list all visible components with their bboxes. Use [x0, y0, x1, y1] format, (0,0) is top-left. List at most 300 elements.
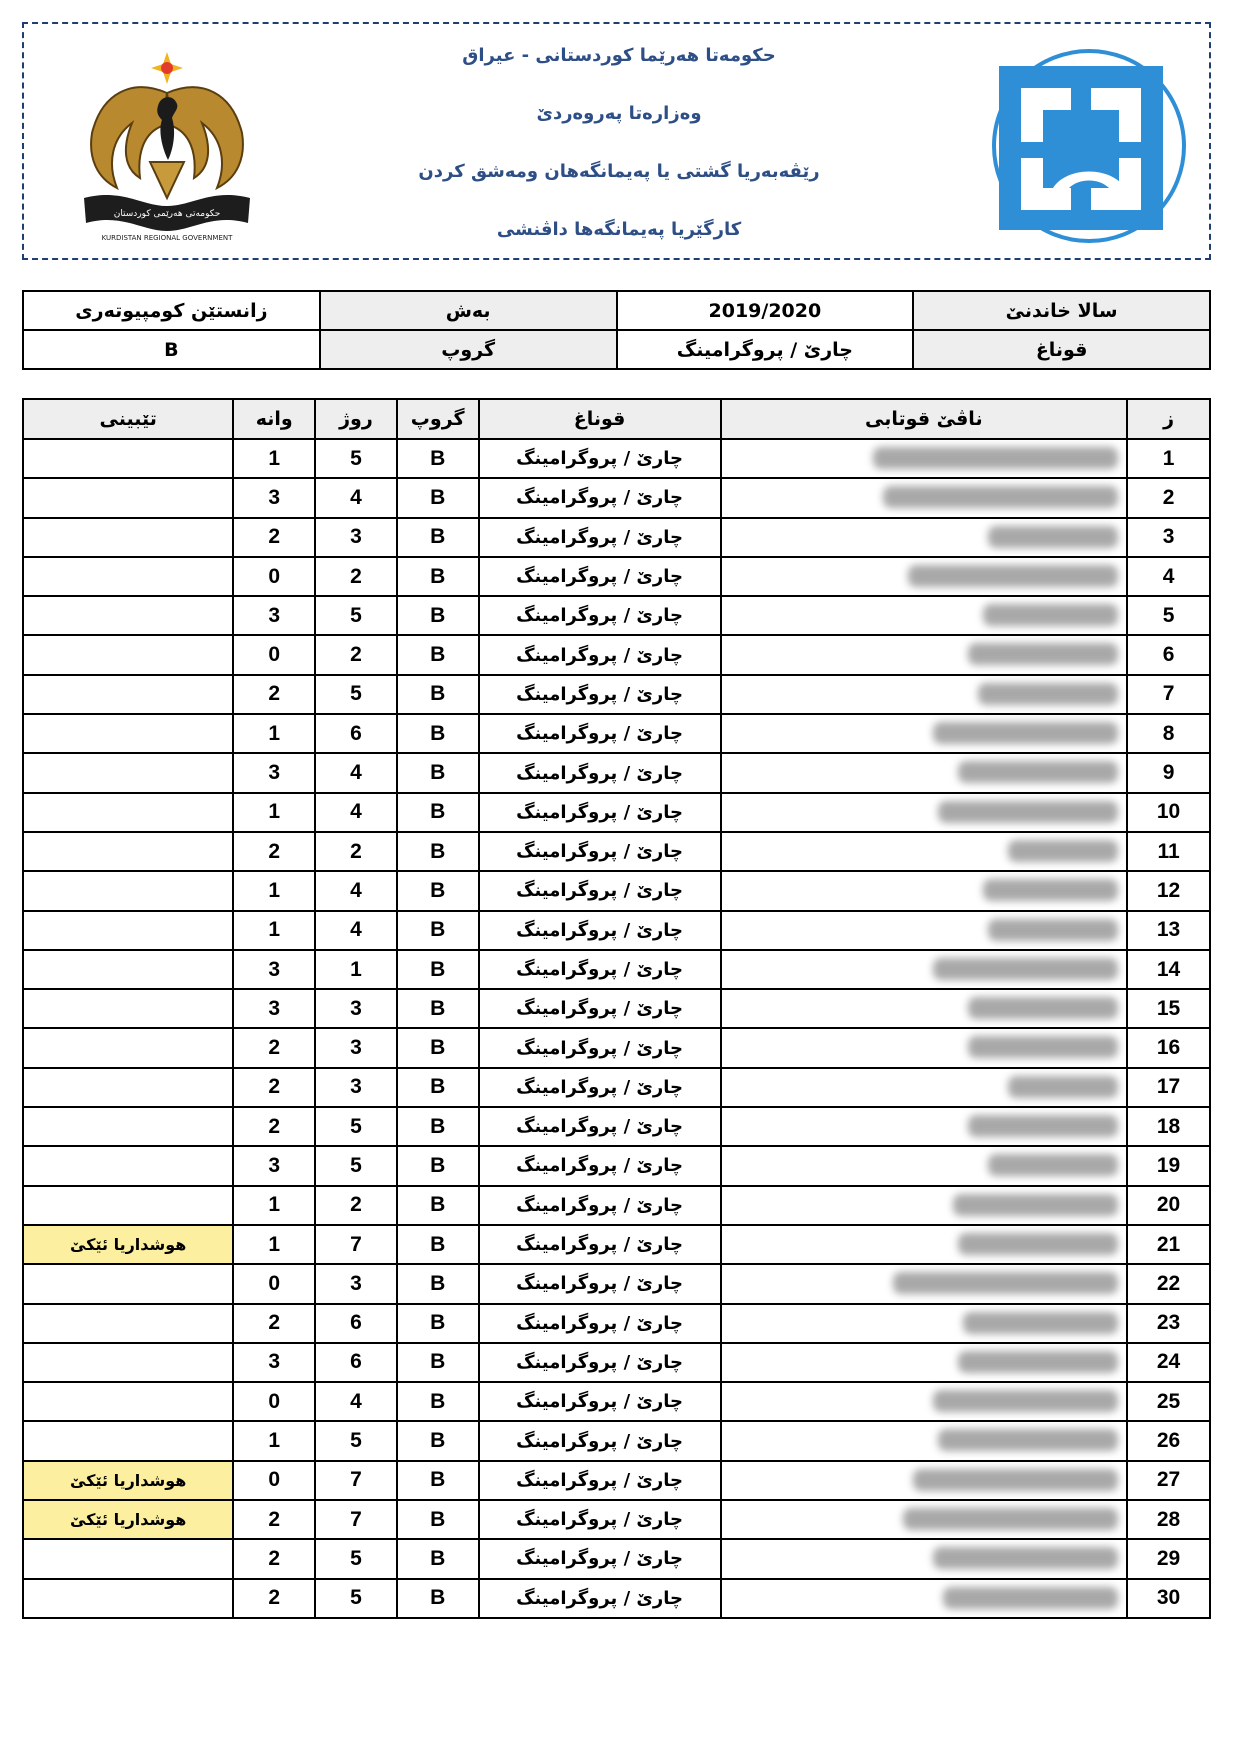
stage-cell: چارێ / پروگرامینگ [479, 911, 721, 950]
lessons-cell: 1 [233, 1186, 315, 1225]
redacted-name [983, 604, 1118, 626]
student-name-cell [721, 1500, 1128, 1539]
lessons-cell: 0 [233, 557, 315, 596]
notes-cell [23, 871, 233, 910]
organization-lines [354, 34, 884, 266]
student-name-cell [721, 1343, 1128, 1382]
stage-cell: چارێ / پروگرامینگ [479, 714, 721, 753]
lessons-cell: 1 [233, 1421, 315, 1460]
lessons-cell: 2 [233, 518, 315, 557]
row-number-cell: 7 [1127, 675, 1210, 714]
days-cell: 5 [315, 675, 397, 714]
lessons-cell: 0 [233, 1264, 315, 1303]
lessons-cell: 3 [233, 596, 315, 635]
emblem-arabic-text: حکومەتی هەرێمی کوردستان [113, 209, 221, 219]
redacted-name [968, 1036, 1118, 1058]
days-cell: 3 [315, 1264, 397, 1303]
stage-cell: چارێ / پروگرامینگ [479, 1028, 721, 1067]
group-cell: B [397, 714, 479, 753]
notes-cell [23, 675, 233, 714]
group-cell: B [397, 871, 479, 910]
student-name-cell [721, 478, 1128, 517]
student-name-cell [721, 596, 1128, 635]
lessons-cell: 3 [233, 1146, 315, 1185]
group-cell: B [397, 596, 479, 635]
table-row [23, 635, 1210, 674]
row-number-cell: 19 [1127, 1146, 1210, 1185]
notes-cell [23, 1028, 233, 1067]
notes-cell [23, 1107, 233, 1146]
row-number-cell: 18 [1127, 1107, 1210, 1146]
days-cell: 2 [315, 557, 397, 596]
student-name-cell [721, 911, 1128, 950]
days-cell: 3 [315, 1068, 397, 1107]
student-name-cell [721, 1382, 1128, 1421]
notes-cell [23, 911, 233, 950]
row-number-cell: 10 [1127, 793, 1210, 832]
institute-logo-icon [981, 38, 1197, 254]
lessons-cell: 3 [233, 989, 315, 1028]
group-cell: B [397, 675, 479, 714]
group-cell: B [397, 1186, 479, 1225]
redacted-name [963, 1312, 1118, 1334]
header-student-name: ناڤێ قوتابی [721, 399, 1128, 439]
days-cell: 5 [315, 1146, 397, 1185]
notes-cell [23, 989, 233, 1028]
redacted-name [873, 447, 1118, 469]
table-row [23, 1107, 1210, 1146]
lessons-cell: 2 [233, 1107, 315, 1146]
days-cell: 5 [315, 439, 397, 478]
days-cell: 6 [315, 714, 397, 753]
table-row [23, 518, 1210, 557]
table-row [23, 793, 1210, 832]
lessons-cell: 3 [233, 950, 315, 989]
row-number-cell: 23 [1127, 1304, 1210, 1343]
lessons-cell: 1 [233, 439, 315, 478]
stage-cell: چارێ / پروگرامینگ [479, 1461, 721, 1500]
table-row [23, 1382, 1210, 1421]
header-notes: تێبینی [23, 399, 233, 439]
lessons-cell: 2 [233, 832, 315, 871]
notes-cell [23, 1304, 233, 1343]
table-row [23, 1579, 1210, 1618]
row-number-cell: 6 [1127, 635, 1210, 674]
row-number-cell: 15 [1127, 989, 1210, 1028]
student-name-cell [721, 753, 1128, 792]
row-number-cell: 17 [1127, 1068, 1210, 1107]
stage-cell: چارێ / پروگرامینگ [479, 753, 721, 792]
redacted-name [908, 565, 1118, 587]
lessons-cell: 1 [233, 714, 315, 753]
redacted-name [943, 1587, 1118, 1609]
student-name-cell [721, 793, 1128, 832]
stage-cell: چارێ / پروگرامینگ [479, 1539, 721, 1578]
days-cell: 5 [315, 1421, 397, 1460]
lessons-cell: 0 [233, 1382, 315, 1421]
table-row [23, 832, 1210, 871]
student-name-cell [721, 950, 1128, 989]
row-number-cell: 27 [1127, 1461, 1210, 1500]
table-row [23, 596, 1210, 635]
days-cell: 5 [315, 1579, 397, 1618]
days-cell: 2 [315, 1186, 397, 1225]
row-number-cell: 13 [1127, 911, 1210, 950]
row-number-cell: 8 [1127, 714, 1210, 753]
info-row-stage-group [23, 330, 1210, 369]
org-line-ministry: وەزارەتا پەروەردێ [536, 103, 702, 124]
table-row [23, 1186, 1210, 1225]
notes-cell: هوشداریا ئێکێ [23, 1225, 233, 1264]
redacted-name [988, 1154, 1118, 1176]
student-name-cell [721, 518, 1128, 557]
table-row [23, 478, 1210, 517]
student-name-cell [721, 1264, 1128, 1303]
row-number-cell: 28 [1127, 1500, 1210, 1539]
group-cell: B [397, 1028, 479, 1067]
student-name-cell [721, 1304, 1128, 1343]
notes-cell [23, 1068, 233, 1107]
group-cell: B [397, 1264, 479, 1303]
lessons-cell: 2 [233, 1579, 315, 1618]
student-name-cell [721, 1186, 1128, 1225]
notes-cell [23, 1421, 233, 1460]
table-row [23, 871, 1210, 910]
table-row [23, 911, 1210, 950]
group-value: B [23, 330, 320, 369]
group-cell: B [397, 753, 479, 792]
stage-cell: چارێ / پروگرامینگ [479, 1579, 721, 1618]
notes-cell [23, 1539, 233, 1578]
student-name-cell [721, 635, 1128, 674]
redacted-name [988, 526, 1118, 548]
student-name-cell [721, 1107, 1128, 1146]
student-name-cell [721, 1539, 1128, 1578]
table-row [23, 1304, 1210, 1343]
days-cell: 7 [315, 1461, 397, 1500]
header-number: ز [1127, 399, 1210, 439]
group-cell: B [397, 518, 479, 557]
redacted-name [958, 1351, 1118, 1373]
student-name-cell [721, 1028, 1128, 1067]
group-cell: B [397, 478, 479, 517]
lessons-cell: 2 [233, 1500, 315, 1539]
lessons-cell: 0 [233, 635, 315, 674]
stage-cell: چارێ / پروگرامینگ [479, 1107, 721, 1146]
notes-cell [23, 793, 233, 832]
redacted-name [968, 643, 1118, 665]
notes-cell [23, 950, 233, 989]
lessons-cell: 1 [233, 911, 315, 950]
table-row [23, 1264, 1210, 1303]
row-number-cell: 5 [1127, 596, 1210, 635]
row-number-cell: 12 [1127, 871, 1210, 910]
days-cell: 2 [315, 635, 397, 674]
group-cell: B [397, 950, 479, 989]
lessons-cell: 1 [233, 793, 315, 832]
notes-cell [23, 557, 233, 596]
stage-cell: چارێ / پروگرامینگ [479, 1186, 721, 1225]
academic-year-value: 2019/2020 [617, 291, 914, 330]
group-cell: B [397, 1539, 479, 1578]
days-cell: 5 [315, 1539, 397, 1578]
stage-cell: چارێ / پروگرامینگ [479, 596, 721, 635]
stage-cell: چارێ / پروگرامینگ [479, 1343, 721, 1382]
student-name-cell [721, 989, 1128, 1028]
table-row [23, 439, 1210, 478]
stage-cell: چارێ / پروگرامینگ [479, 871, 721, 910]
group-cell: B [397, 1500, 479, 1539]
student-name-cell [721, 832, 1128, 871]
row-number-cell: 9 [1127, 753, 1210, 792]
redacted-name [933, 1390, 1118, 1412]
department-value: زانستێن کومپیوتەری [23, 291, 320, 330]
table-row [23, 557, 1210, 596]
table-row [23, 1343, 1210, 1382]
stage-cell: چارێ / پروگرامینگ [479, 478, 721, 517]
group-cell: B [397, 793, 479, 832]
notes-cell [23, 1146, 233, 1185]
redacted-name [913, 1469, 1118, 1491]
row-number-cell: 16 [1127, 1028, 1210, 1067]
redacted-name [893, 1272, 1118, 1294]
group-cell: B [397, 1382, 479, 1421]
stage-cell: چارێ / پروگرامینگ [479, 832, 721, 871]
row-number-cell: 25 [1127, 1382, 1210, 1421]
redacted-name [1008, 1076, 1118, 1098]
student-name-cell [721, 1146, 1128, 1185]
group-label: گروپ [320, 330, 617, 369]
org-line-government: حکومەتا هەرێما کوردستانی - عیراق [462, 45, 776, 66]
student-name-cell [721, 675, 1128, 714]
stage-cell: چارێ / پروگرامینگ [479, 1304, 721, 1343]
notes-cell [23, 1186, 233, 1225]
table-row [23, 753, 1210, 792]
days-cell: 4 [315, 1382, 397, 1421]
group-cell: B [397, 635, 479, 674]
redacted-name [958, 761, 1118, 783]
notes-cell [23, 518, 233, 557]
redacted-name [938, 1429, 1118, 1451]
lessons-cell: 1 [233, 1225, 315, 1264]
group-cell: B [397, 911, 479, 950]
lessons-cell: 3 [233, 478, 315, 517]
row-number-cell: 4 [1127, 557, 1210, 596]
stage-cell: چارێ / پروگرامینگ [479, 1068, 721, 1107]
student-name-cell [721, 871, 1128, 910]
notes-cell [23, 635, 233, 674]
redacted-name [1008, 840, 1118, 862]
emblem-english-text: KURDISTAN REGIONAL GOVERNMENT [101, 234, 233, 242]
group-cell: B [397, 1461, 479, 1500]
group-cell: B [397, 1107, 479, 1146]
row-number-cell: 1 [1127, 439, 1210, 478]
redacted-name [988, 919, 1118, 941]
days-cell: 1 [315, 950, 397, 989]
table-row [23, 1068, 1210, 1107]
days-cell: 5 [315, 596, 397, 635]
group-cell: B [397, 557, 479, 596]
kurdistan-emblem-icon [62, 38, 272, 248]
notes-cell [23, 753, 233, 792]
table-row [23, 1500, 1210, 1539]
stage-cell: چارێ / پروگرامینگ [479, 1225, 721, 1264]
days-cell: 4 [315, 911, 397, 950]
stage-cell: چارێ / پروگرامینگ [479, 950, 721, 989]
days-cell: 4 [315, 793, 397, 832]
notes-cell: هوشداریا ئێکێ [23, 1500, 233, 1539]
group-cell: B [397, 1146, 479, 1185]
days-cell: 2 [315, 832, 397, 871]
days-cell: 6 [315, 1304, 397, 1343]
row-number-cell: 30 [1127, 1579, 1210, 1618]
document-header [22, 22, 1211, 260]
row-number-cell: 2 [1127, 478, 1210, 517]
table-row [23, 1225, 1210, 1264]
group-cell: B [397, 439, 479, 478]
table-row [23, 675, 1210, 714]
stage-cell: چارێ / پروگرامینگ [479, 989, 721, 1028]
redacted-name [968, 1115, 1118, 1137]
redacted-name [968, 997, 1118, 1019]
student-name-cell [721, 1461, 1128, 1500]
stage-cell: چارێ / پروگرامینگ [479, 1264, 721, 1303]
stage-cell: چارێ / پروگرامینگ [479, 1146, 721, 1185]
notes-cell [23, 1343, 233, 1382]
redacted-name [983, 879, 1118, 901]
header-group: گروپ [397, 399, 479, 439]
group-cell: B [397, 832, 479, 871]
group-cell: B [397, 1579, 479, 1618]
redacted-name [933, 722, 1118, 744]
days-cell: 7 [315, 1225, 397, 1264]
group-cell: B [397, 989, 479, 1028]
redacted-name [978, 683, 1118, 705]
stage-label: قوناغ [913, 330, 1210, 369]
header-lessons: وانە [233, 399, 315, 439]
table-row [23, 989, 1210, 1028]
table-row [23, 1461, 1210, 1500]
table-row [23, 1028, 1210, 1067]
notes-cell [23, 596, 233, 635]
student-name-cell [721, 1068, 1128, 1107]
group-cell: B [397, 1068, 479, 1107]
days-cell: 5 [315, 1107, 397, 1146]
attendance-table-body [23, 439, 1210, 1618]
row-number-cell: 14 [1127, 950, 1210, 989]
notes-cell: هوشداریا ئێکێ [23, 1461, 233, 1500]
attendance-table [22, 398, 1211, 1619]
student-name-cell [721, 1579, 1128, 1618]
lessons-cell: 0 [233, 1461, 315, 1500]
redacted-name [883, 486, 1118, 508]
stage-cell: چارێ / پروگرامینگ [479, 1500, 721, 1539]
lessons-cell: 3 [233, 753, 315, 792]
redacted-name [938, 801, 1118, 823]
stage-cell: چارێ / پروگرامینگ [479, 793, 721, 832]
lessons-cell: 2 [233, 1028, 315, 1067]
row-number-cell: 22 [1127, 1264, 1210, 1303]
days-cell: 4 [315, 753, 397, 792]
redacted-name [958, 1233, 1118, 1255]
stage-cell: چارێ / پروگرامینگ [479, 557, 721, 596]
stage-value: چارێ / پروگرامینگ [617, 330, 914, 369]
days-cell: 6 [315, 1343, 397, 1382]
lessons-cell: 2 [233, 1304, 315, 1343]
notes-cell [23, 714, 233, 753]
row-number-cell: 11 [1127, 832, 1210, 871]
lessons-cell: 2 [233, 1068, 315, 1107]
stage-cell: چارێ / پروگرامینگ [479, 439, 721, 478]
row-number-cell: 21 [1127, 1225, 1210, 1264]
class-info-table [22, 290, 1211, 370]
days-cell: 7 [315, 1500, 397, 1539]
notes-cell [23, 1382, 233, 1421]
row-number-cell: 29 [1127, 1539, 1210, 1578]
table-row [23, 714, 1210, 753]
org-line-directorate: رێڤەبەریا گشتی یا پەیمانگەهان ومەشق کردن [418, 161, 820, 182]
lessons-cell: 3 [233, 1343, 315, 1382]
lessons-cell: 2 [233, 1539, 315, 1578]
row-number-cell: 26 [1127, 1421, 1210, 1460]
row-number-cell: 20 [1127, 1186, 1210, 1225]
notes-cell [23, 439, 233, 478]
student-name-cell [721, 557, 1128, 596]
group-cell: B [397, 1304, 479, 1343]
department-label: بەش [320, 291, 617, 330]
group-cell: B [397, 1421, 479, 1460]
org-line-institute: کارگێریا پەیمانگەها داڤنشی [496, 219, 742, 240]
table-row [23, 1539, 1210, 1578]
student-name-cell [721, 1225, 1128, 1264]
lessons-cell: 1 [233, 871, 315, 910]
redacted-name [953, 1194, 1118, 1216]
days-cell: 3 [315, 1028, 397, 1067]
stage-cell: چارێ / پروگرامینگ [479, 1421, 721, 1460]
group-cell: B [397, 1343, 479, 1382]
info-row-year-department [23, 291, 1210, 330]
notes-cell [23, 832, 233, 871]
table-row [23, 950, 1210, 989]
row-number-cell: 24 [1127, 1343, 1210, 1382]
group-cell: B [397, 1225, 479, 1264]
stage-cell: چارێ / پروگرامینگ [479, 1382, 721, 1421]
notes-cell [23, 478, 233, 517]
days-cell: 4 [315, 871, 397, 910]
header-stage: قوناغ [479, 399, 721, 439]
days-cell: 3 [315, 989, 397, 1028]
student-name-cell [721, 439, 1128, 478]
notes-cell [23, 1579, 233, 1618]
stage-cell: چارێ / پروگرامینگ [479, 518, 721, 557]
redacted-name [903, 1508, 1118, 1530]
days-cell: 3 [315, 518, 397, 557]
student-name-cell [721, 714, 1128, 753]
table-row [23, 1146, 1210, 1185]
notes-cell [23, 1264, 233, 1303]
academic-year-label: سالا خاندنێ [913, 291, 1210, 330]
student-name-cell [721, 1421, 1128, 1460]
redacted-name [933, 1547, 1118, 1569]
redacted-name [933, 958, 1118, 980]
table-header-row [23, 399, 1210, 439]
table-row [23, 1421, 1210, 1460]
stage-cell: چارێ / پروگرامینگ [479, 635, 721, 674]
header-days: روژ [315, 399, 397, 439]
lessons-cell: 2 [233, 675, 315, 714]
row-number-cell: 3 [1127, 518, 1210, 557]
days-cell: 4 [315, 478, 397, 517]
